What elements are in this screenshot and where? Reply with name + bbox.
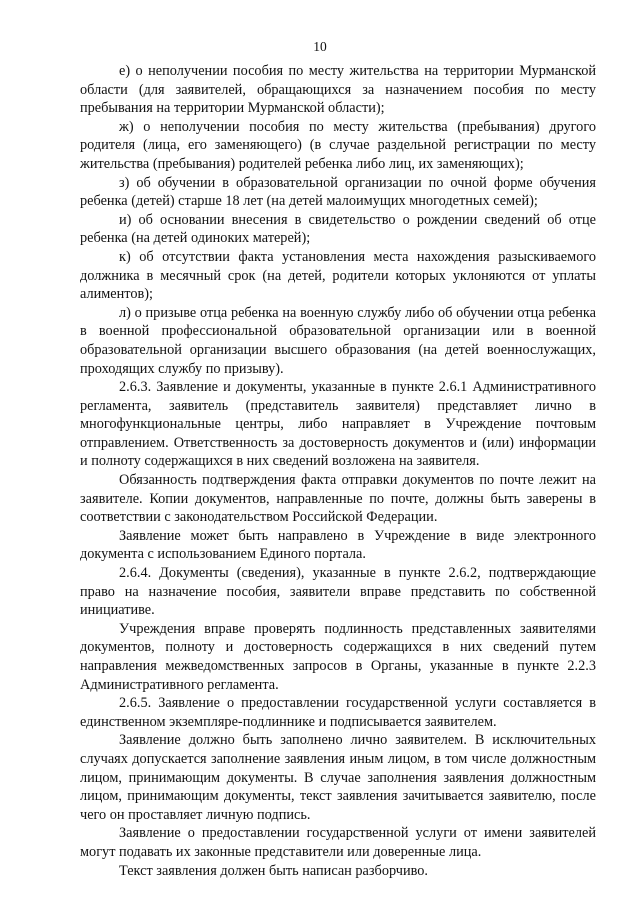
paragraph-2-6-3: 2.6.3. Заявление и документы, указанные в пункте 2.6.1 Административного регламента, заявитель (представитель заявителя) представляет лично в многофункциональные центры, либо направляет в Учреждение почтовым отправлением. Ответственность за достоверность документов и (или) информации и полноту содержащихся в них сведений возложена на заявителя. — [80, 379, 596, 470]
paragraph-i: и) об основании внесения в свидетельство о рождении сведений об отце ребенка (на детей одиноких матерей); — [80, 211, 596, 247]
paragraph-2-6-5: 2.6.5. Заявление о предоставлении государственной услуги составляется в единственном экземпляре-подлиннике и подписывается заявителем. — [80, 695, 596, 730]
paragraph-verification: Учреждения вправе проверять подлинность представленных заявителями документов, полноту и достоверность содержащихся в них сведений путем направления межведомственных запросов в Органы, указанные в пункте 2.2.3 Административного регламента. — [80, 620, 596, 693]
page-number: 10 — [313, 39, 327, 54]
paragraph-zh: ж) о неполучении пособия по месту жительства (пребывания) другого родителя (лица, его заменяющего) (в случае раздельной регистрации по месту жительства (пребывания) родителей ребенка либо лиц, их заменяющих); — [80, 118, 596, 172]
document-body — [80, 62, 596, 880]
paragraph-e: е) о неполучении пособия по месту жительства на территории Мурманской области (для заявителей, обращающихся за назначением пособия по месту пребывания на территории Мурманской области); — [80, 63, 596, 117]
paragraph-representatives: Заявление о предоставлении государственной услуги от имени заявителей могут подавать их законные представители или доверенные лица. — [80, 825, 596, 860]
paragraph-legibility: Текст заявления должен быть написан разборчиво. — [119, 862, 428, 879]
paragraph-mailing-obligation: Обязанность подтверждения факта отправки документов по почте лежит на заявителе. Копии документов, направленные по почте, должны быть заверены в соответствии с законодательством Российской Федерации. — [80, 472, 596, 526]
paragraph-filling: Заявление должно быть заполнено лично заявителем. В исключительных случаях допускается заполнение заявления иным лицом, в том числе должностным лицом, принимающим документы. В случае заполнения заявления должностным лицом, принимающим документы, текст заявления зачитывается заявителю, после чего он проставляет личную подпись. — [80, 732, 596, 823]
paragraph-electronic-submission: Заявление может быть направлено в Учреждение в виде электронного документа с использованием Единого портала. — [80, 527, 596, 563]
paragraph-l: л) о призыве отца ребенка на военную службу либо об обучении отца ребенка в военной профессиональной образовательной организации или в военной образовательной организации высшего образования (на детей военнослужащих, проходящих службу по призыву). — [80, 304, 596, 377]
paragraph-2-6-4: 2.6.4. Документы (сведения), указанные в пункте 2.6.2, подтверждающие право на назначение пособия, заявители вправе представить по собственной инициативе. — [80, 565, 596, 619]
paragraph-z: з) об обучении в образовательной организации по очной форме обучения ребенка (детей) старше 18 лет (на детей малоимущих многодетных семей); — [80, 174, 596, 210]
paragraph-k: к) об отсутствии факта установления места нахождения разыскиваемого должника в месячный срок (на детей, родители которых уклоняются от уплаты алиментов); — [80, 248, 596, 303]
